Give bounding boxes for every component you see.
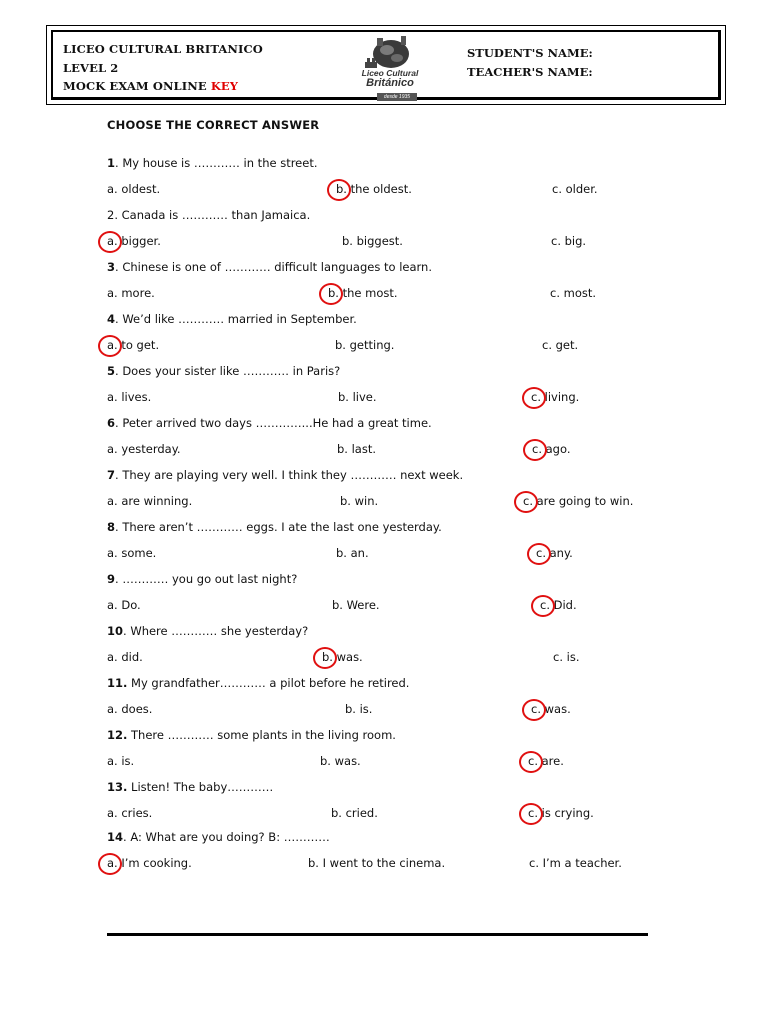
logo-since-badge: desde 1935 [377, 93, 417, 101]
option-c-q8: c. any. [536, 546, 573, 560]
level-label: LEVEL 2 [63, 60, 119, 75]
question-13 [107, 780, 273, 794]
question-2 [107, 208, 310, 222]
question-number: 7 [107, 468, 116, 482]
globe-castle-icon [357, 34, 421, 70]
option-a-q7: a. are winning. [107, 494, 193, 508]
question-3 [107, 260, 432, 274]
exam-title-prefix: MOCK EXAM ONLINE [63, 79, 207, 93]
question-text: Listen! The baby………… [127, 780, 274, 794]
answer-circle-q13 [519, 803, 543, 825]
answer-circle-q10 [313, 647, 337, 669]
option-a-q4: a. to get. [107, 338, 160, 352]
option-c-q7: c. are going to win. [523, 494, 634, 508]
option-b-q8: b. an. [336, 546, 369, 560]
question-text: . Does your sister like ………… in Paris? [115, 364, 341, 378]
question-7 [107, 468, 463, 482]
option-a-q6: a. yesterday. [107, 442, 181, 456]
option-c-q1: c. older. [552, 182, 598, 196]
option-a-q12: a. is. [107, 754, 135, 768]
answer-circle-q1 [327, 179, 351, 201]
student-name-label: STUDENT'S NAME: [467, 46, 593, 60]
answer-circle-q14 [98, 853, 122, 875]
bottom-divider [107, 933, 648, 936]
answer-circle-q11 [522, 699, 546, 721]
exam-title [63, 77, 263, 96]
option-b-q10: b. was. [322, 650, 363, 664]
answer-circle-q6 [523, 439, 547, 461]
question-number: 6 [107, 416, 116, 430]
option-c-q11: c. was. [531, 702, 571, 716]
question-number: 10 [107, 624, 124, 638]
question-number: 12. [107, 728, 128, 742]
school-logo [357, 34, 421, 104]
option-c-q13: c. is crying. [528, 806, 594, 820]
header-right-block [467, 44, 593, 82]
question-text: My grandfather………… a pilot before he retired. [127, 676, 410, 690]
question-6 [107, 416, 432, 430]
option-b-q12: b. was. [320, 754, 361, 768]
option-b-q6: b. last. [337, 442, 377, 456]
question-5 [107, 364, 340, 378]
question-text: . We’d like ………… married in September. [115, 312, 357, 326]
question-11 [107, 676, 409, 690]
answer-circle-q2 [98, 231, 122, 253]
instructions-heading: CHOOSE THE CORRECT ANSWER [107, 118, 320, 132]
question-number: 14 [107, 830, 124, 844]
option-c-q6: c. ago. [532, 442, 571, 456]
question-1 [107, 156, 318, 170]
option-b-q9: b. Were. [332, 598, 380, 612]
question-number: 1 [107, 156, 116, 170]
option-b-q3: b. the most. [328, 286, 398, 300]
teacher-name-label: TEACHER'S NAME: [467, 65, 593, 79]
option-a-q13: a. cries. [107, 806, 153, 820]
question-text: . They are playing very well. I think they ………… next week. [115, 468, 464, 482]
option-b-q5: b. live. [338, 390, 377, 404]
option-c-q9: c. Did. [540, 598, 577, 612]
option-c-q4: c. get. [542, 338, 579, 352]
option-b-q13: b. cried. [331, 806, 378, 820]
answer-circle-q7 [514, 491, 538, 513]
option-b-q4: b. getting. [335, 338, 395, 352]
option-c-q5: c. living. [531, 390, 580, 404]
option-b-q14: b. I went to the cinema. [308, 856, 446, 870]
question-text: There ………… some plants in the living room. [127, 728, 396, 742]
option-a-q8: a. some. [107, 546, 157, 560]
question-number: 13. [107, 780, 128, 794]
answer-circle-q3 [319, 283, 343, 305]
question-9 [107, 572, 297, 586]
option-c-q10: c. is. [553, 650, 580, 664]
question-text: . There aren’t ………… eggs. I ate the last one yesterday. [115, 520, 442, 534]
question-10 [107, 624, 308, 638]
question-text: . Chinese is one of ………… difficult languages to learn. [115, 260, 432, 274]
question-text: . Where ………… she yesterday? [123, 624, 309, 638]
answer-circle-q5 [522, 387, 546, 409]
question-number: 5 [107, 364, 116, 378]
question-text: 2. Canada is ………… than Jamaica. [107, 208, 311, 222]
answer-circle-q12 [519, 751, 543, 773]
question-number: 8 [107, 520, 116, 534]
option-c-q2: c. big. [551, 234, 587, 248]
question-number: 3 [107, 260, 116, 274]
question-text: . Peter arrived two days …………...He had a great time. [115, 416, 432, 430]
option-a-q9: a. Do. [107, 598, 141, 612]
answer-circle-q8 [527, 543, 551, 565]
option-b-q1: b. the oldest. [336, 182, 412, 196]
question-4 [107, 312, 357, 326]
school-name: LICEO CULTURAL BRITANICO [63, 42, 263, 56]
answer-circle-q9 [531, 595, 555, 617]
option-a-q14: a. I’m cooking. [107, 856, 192, 870]
option-c-q14: c. I’m a teacher. [529, 856, 622, 870]
option-b-q7: b. win. [340, 494, 379, 508]
answer-circle-q4 [98, 335, 122, 357]
exam-header [46, 25, 726, 105]
option-a-q10: a. did. [107, 650, 143, 664]
question-12 [107, 728, 396, 742]
exam-key-label: KEY [210, 79, 239, 93]
option-b-q11: b. is. [345, 702, 373, 716]
logo-line1: Liceo Cultural [361, 68, 419, 78]
exam-header-inner-border [51, 30, 721, 100]
option-a-q2: a. bigger. [107, 234, 161, 248]
question-text: . ………… you go out last night? [115, 572, 298, 586]
option-b-q2: b. biggest. [342, 234, 403, 248]
option-a-q1: a. oldest. [107, 182, 161, 196]
option-a-q5: a. lives. [107, 390, 152, 404]
logo-line2: Británico [366, 77, 414, 89]
option-c-q3: c. most. [550, 286, 597, 300]
question-number: 11. [107, 676, 128, 690]
question-number: 4 [107, 312, 116, 326]
header-left-block [63, 40, 263, 96]
question-14 [107, 830, 330, 844]
option-a-q3: a. more. [107, 286, 155, 300]
question-text: . A: What are you doing? B: ………… [123, 830, 330, 844]
option-c-q12: c. are. [528, 754, 564, 768]
question-text: . My house is ………… in the street. [115, 156, 318, 170]
question-8 [107, 520, 442, 534]
question-number: 9 [107, 572, 116, 586]
option-a-q11: a. does. [107, 702, 153, 716]
